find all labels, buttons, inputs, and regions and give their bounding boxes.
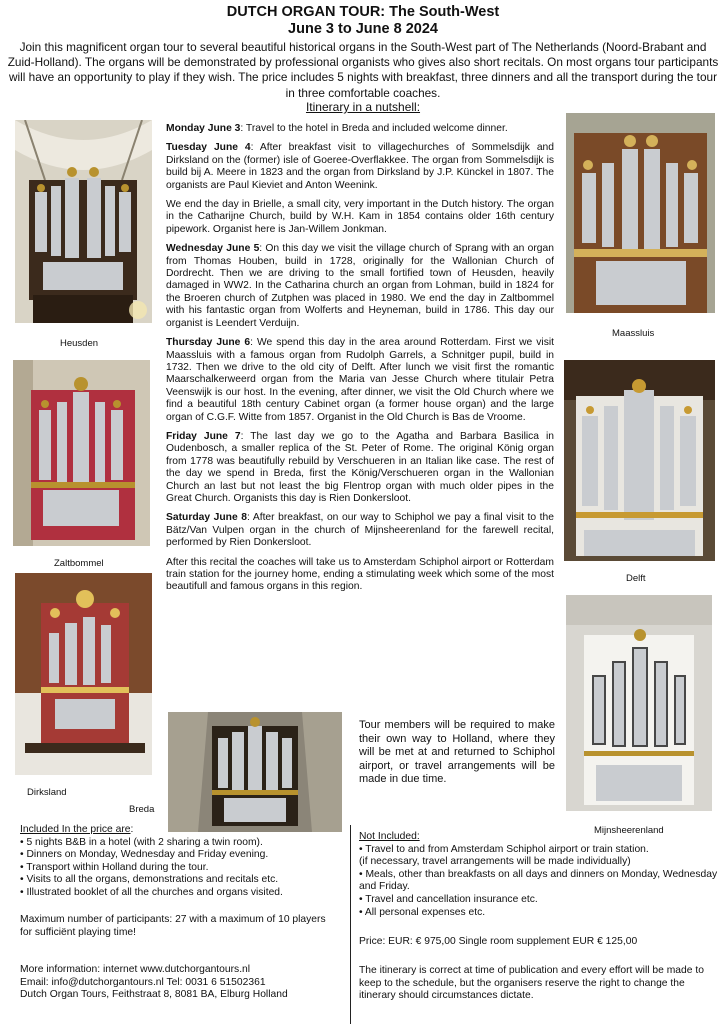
caption-mijnsheerenland: Mijnsheerenland (594, 825, 664, 836)
caption-maassluis: Maassluis (612, 328, 655, 339)
itinerary-text: : Travel to the hotel in Breda and included welcome dinner. (240, 123, 508, 134)
photo-mijnsheerenland-organ (566, 595, 712, 811)
photo-zaltbommel-organ (13, 360, 150, 546)
itinerary-paragraph (166, 337, 554, 424)
itinerary-paragraph (166, 512, 554, 549)
included-item: • Transport within Holland during the tour. (20, 862, 340, 875)
not-included-item: • Meals, other than breakfasts on all days and dinners on Monday, Wednesday and Friday. (359, 869, 719, 894)
column-divider (350, 825, 351, 1024)
photo-dirksland-organ (15, 573, 152, 775)
caption-breda: Breda (129, 804, 155, 815)
itinerary-text: : We spend this day in the area around Rotterdam. First we visit Maassluis with a famous organ from Rudolph Garrels, a Schnitger pupil, build in 1732. Then we drive to the old city of Delft. After lunch we visit first the romantic Maarschalkerweerd organ from the Maria van Jesse Church where titulair Petra Veenswijk is our host. In the evening, after dinner, we visit the Old Church where we find a beautiful 18th century Cabinet organ (a former house organ) and the large organ of C.G.F. Witte from 1857. Organist in the Old Church is Bas de Vroome. (166, 337, 554, 423)
itinerary-day: Tuesday June 4 (166, 142, 251, 154)
itinerary-text: : After breakfast visit to villagechurches of Sommelsdijk and Dirksland on the (former) isle of Goeree-Overflakkee. The organ from Sommelsdijk is build bij A. Meere in 1823 and the organ from Dirksland by J.P. Künckel in 1807. The organists are Paul Kieviet and Anton Weenink. (166, 142, 554, 191)
itinerary-day: Wednesday June 5 (166, 243, 260, 255)
intro-paragraph: Join this magnificent organ tour to several beautiful historical organs in the South-West part of The Netherlands (Noord-Brabant and Zuid-Holland). The organs will be demonstrated by professional organists who gives also short recitals. On most organs tour participants will have an opportunity to play if they wish. The price includes 5 nights with breakfast, three dinners and all the transport during the tour in three comfortable coaches. (7, 40, 719, 100)
not-included-item: • Travel to and from Amsterdam Schiphol airport or train station. (359, 844, 719, 857)
itinerary-paragraph (166, 557, 554, 594)
photo-maassluis-organ (566, 113, 715, 313)
participants-note: Maximum number of participants: 27 with a maximum of 10 players for sufficiënt playing time! (20, 914, 326, 938)
itinerary-text: : After breakfast, on our way to Schiphol we pay a final visit to the Bätz/Van Vulpen organ in the church of Mijnsheerenland for the farewell recital, performed by Rien Donkersloot. (166, 512, 554, 549)
photo-heusden-organ (15, 120, 152, 323)
included-item: • Illustrated booklet of all the churches and organs visited. (20, 887, 340, 900)
included-heading: Included In the price are (20, 824, 131, 835)
itinerary-paragraph (166, 123, 554, 135)
caption-dirksland: Dirksland (27, 787, 67, 798)
included-colon: : (130, 824, 134, 835)
itinerary-paragraph (166, 431, 554, 505)
tour-note: Tour members will be required to make their own way to Holland, where they will be met at and returned to Schiphol airport, or travel arrangements will be made in due time. (359, 719, 555, 786)
caption-heusden: Heusden (60, 338, 99, 349)
photo-delft-organ (564, 360, 715, 561)
itinerary-text: : On this day we visit the village church of Sprang with an organ from Thomas Houben, build in 1728, originally for the Wallonian Church of Dordrecht. Then we are driving to the small fortified town of Heusden, heavily damaged in WW2. In the Catharina church an organ from Lohman, build in 1824 for the Broeren church of Zutphen was placed in 1980. We end the day in Zaltbommel with his fantastic organ from Wolferts and Heyneman, build in 1786. This day our organist is Leendert Verduijn. (166, 243, 554, 329)
contact-address: Dutch Organ Tours, Feithstraat 8, 8081 BA, Elburg Holland (20, 989, 288, 1001)
caption-delft: Delft (626, 573, 646, 584)
not-included-item: • Travel and cancellation insurance etc. (359, 894, 719, 907)
itinerary-day: Thursday June 6 (166, 337, 251, 349)
included-item: • Dinners on Monday, Wednesday and Friday evening. (20, 849, 340, 862)
included-section (20, 824, 340, 900)
itinerary-text: : The last day we go to the Agatha and Barbara Basilica in Oudenbosch, a smaller replica of the St. Peter of Rome. The original König organ from 1778 was beautifully rebuild by Verschueren in an Italian like case. The rest of the day we spend in Breda, first the König/Verschueren organ in the Wallonian Church an last but not least the big Flentrop organ with much older pipes in the Great Church. Organists this day is Rien Donkersloot. (166, 430, 554, 504)
included-item: • Visits to all the organs, demonstrations and recitals etc. (20, 874, 340, 887)
itinerary-paragraph (166, 199, 554, 236)
itinerary-heading: Itinerary in a nutshell: (305, 100, 421, 114)
not-included-item: • All personal expenses etc. (359, 907, 719, 920)
included-list (20, 837, 340, 900)
contact-email-phone: Email: info@dutchorgantours.nl Tel: 0031 6 51502361 (20, 976, 266, 988)
not-included-list (359, 844, 719, 920)
caption-zaltbommel: Zaltbommel (54, 558, 104, 569)
disclaimer: The itinerary is correct at time of publication and every effort will be made to keep to the schedule, but the organisers reserve the right to change the itinerary should circumstances dictate. (359, 965, 704, 1002)
price: Price: EUR: € 975,00 Single room supplement EUR € 125,00 (359, 936, 638, 947)
itinerary-day: Monday June 3 (166, 123, 241, 134)
included-item: • 5 nights B&B in a hotel (with 2 sharing a twin room). (20, 837, 340, 850)
not-included-heading: Not Included: (359, 831, 420, 842)
itinerary-day: Friday June 7 (166, 430, 241, 442)
itinerary-paragraph (166, 243, 554, 330)
tour-dates: June 3 to June 8 2024 (288, 21, 438, 37)
not-included-note: (if necessary, travel arrangements will be made individually) (359, 856, 631, 868)
contact-block (20, 964, 345, 1002)
itinerary-text: After this recital the coaches will take us to Amsterdam Schiphol airport or Rotterdam train station for the journey home, ending a stimulating week which some of the most beautifull and famous organs in this region. (166, 556, 554, 593)
photo-breda-organ (168, 712, 342, 832)
contact-web: More information: internet www.dutchorgantours.nl (20, 964, 251, 975)
not-included-section (359, 831, 719, 919)
itinerary (166, 123, 554, 601)
itinerary-day: Saturday June 8 (166, 512, 247, 524)
page-title: DUTCH ORGAN TOUR: The South-West (226, 4, 500, 20)
itinerary-paragraph (166, 142, 554, 192)
itinerary-text: We end the day in Brielle, a small city, very important in the Dutch history. The organ in the Catharijne Church, build by W.H. Kam in 1854 contains older 16th century pipework. Organist here is Jan-Willem Jonkman. (166, 199, 554, 235)
